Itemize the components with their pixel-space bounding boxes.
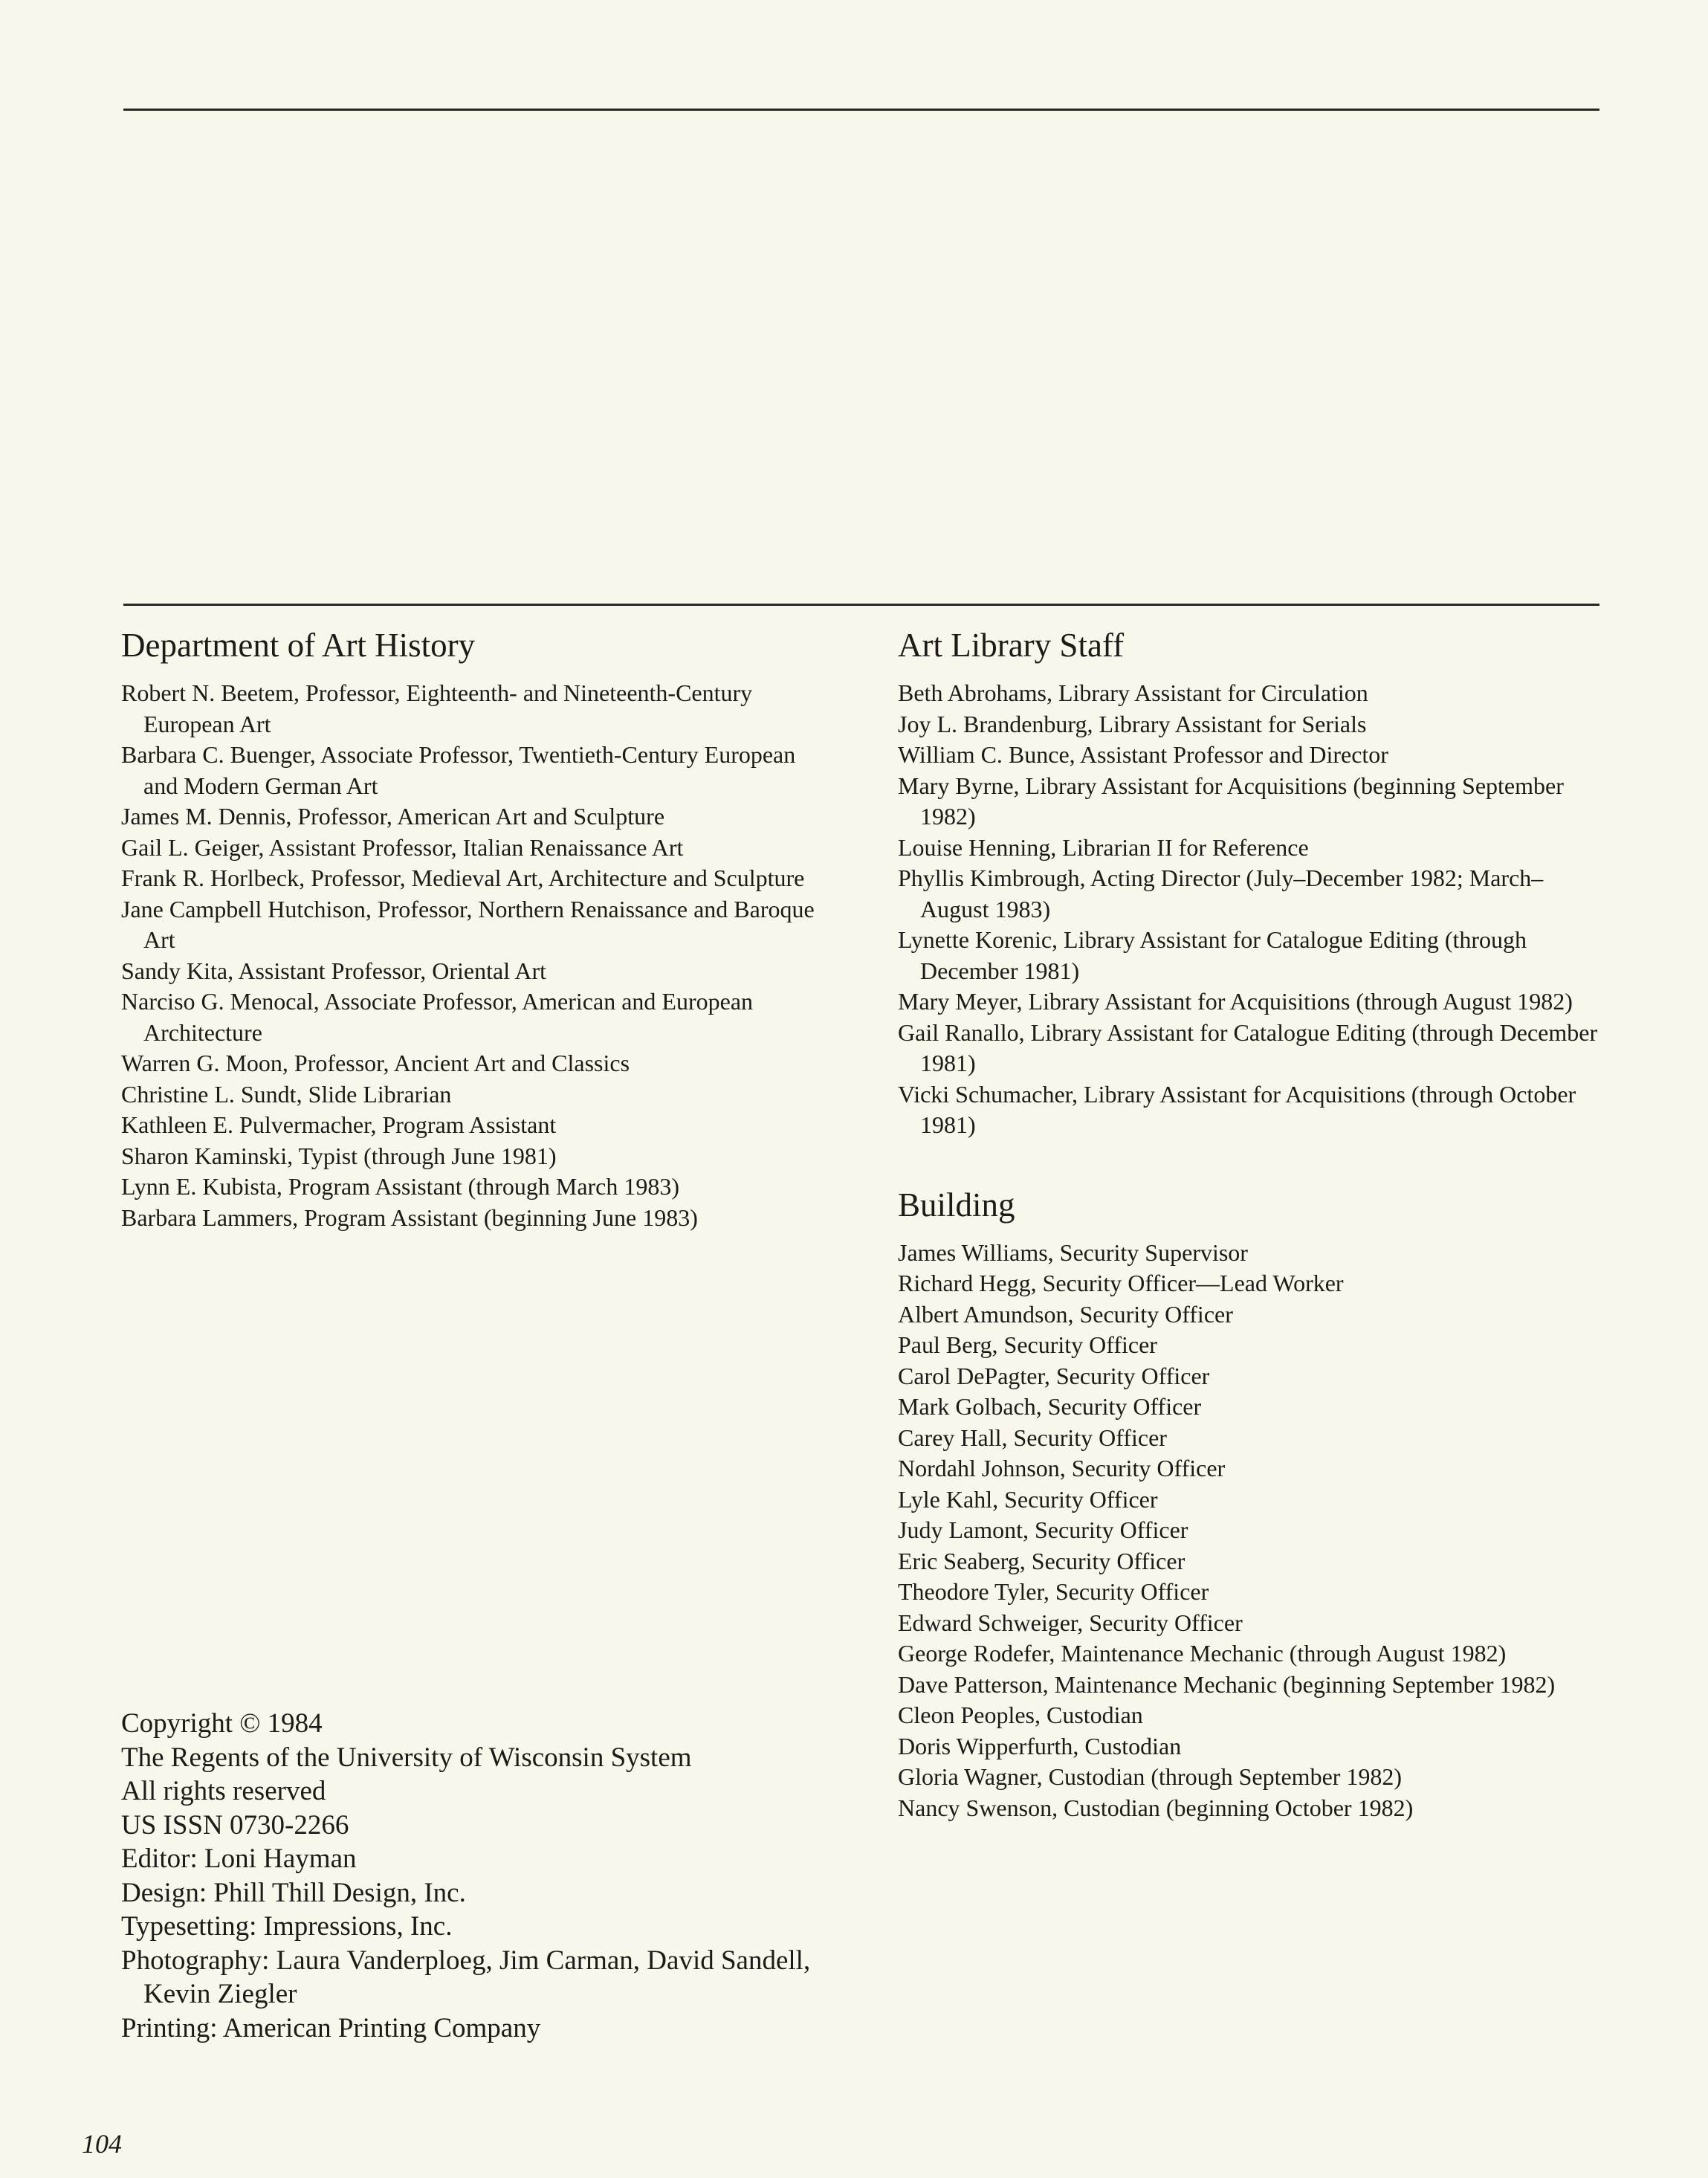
- building-entry: George Rodefer, Maintenance Mechanic (through August 1982): [898, 1640, 1507, 1667]
- colophon: [121, 1707, 850, 2045]
- section-spacer: [898, 1141, 1611, 1183]
- building-list: [898, 1238, 1611, 1824]
- colophon-line: The Regents of the University of Wisconsin System: [121, 1742, 692, 1773]
- building-entry: Paul Berg, Security Officer: [898, 1331, 1157, 1358]
- department-entry: Barbara C. Buenger, Associate Professor, Twentieth-Century European and Modern German Art: [121, 741, 796, 799]
- department-entry: Narciso G. Menocal, Associate Professor, American and European Architecture: [121, 988, 754, 1046]
- building-entry: Gloria Wagner, Custodian (through September 1982): [898, 1763, 1403, 1790]
- library-entry: William C. Bunce, Assistant Professor and Director: [898, 741, 1388, 768]
- library-entry: Mary Byrne, Library Assistant for Acquisitions (beginning September 1982): [898, 772, 1564, 830]
- department-entry: Warren G. Moon, Professor, Ancient Art and Classics: [121, 1050, 630, 1076]
- library-entry: Louise Henning, Librarian II for Reference: [898, 833, 1309, 861]
- section-rule: [123, 604, 1599, 606]
- department-entry: Robert N. Beetem, Professor, Eighteenth- and Nineteenth-Century European Art: [121, 679, 753, 737]
- department-column: [121, 623, 835, 1233]
- building-entry: Carey Hall, Security Officer: [898, 1424, 1167, 1451]
- building-entry: Cleon Peoples, Custodian: [898, 1702, 1143, 1728]
- library-entry: Beth Abrohams, Library Assistant for Circulation: [898, 679, 1368, 706]
- department-heading: Department of Art History: [121, 627, 476, 664]
- library-list: [898, 678, 1611, 1141]
- top-rule: [123, 109, 1599, 111]
- building-entry: Judy Lamont, Security Officer: [898, 1516, 1188, 1543]
- library-entry: Lynette Korenic, Library Assistant for Catalogue Editing (through December 1981): [898, 926, 1527, 984]
- department-entry: Gail L. Geiger, Assistant Professor, Italian Renaissance Art: [121, 833, 684, 861]
- department-entry: Christine L. Sundt, Slide Librarian: [121, 1080, 452, 1108]
- colophon-line: Typesetting: Impressions, Inc.: [121, 1911, 453, 1942]
- colophon-line: US ISSN 0730-2266: [121, 1809, 349, 1841]
- building-heading: Building: [898, 1186, 1015, 1224]
- library-heading: Art Library Staff: [898, 627, 1125, 664]
- library-entry: Gail Ranallo, Library Assistant for Catalogue Editing (through December 1981): [898, 1018, 1598, 1076]
- building-entry: Edward Schweiger, Security Officer: [898, 1609, 1243, 1636]
- colophon-line: Editor: Loni Hayman: [121, 1843, 357, 1874]
- building-entry: Lyle Kahl, Security Officer: [898, 1485, 1158, 1513]
- building-entry: Eric Seaberg, Security Officer: [898, 1547, 1185, 1574]
- colophon-line: Photography: Laura Vanderploeg, Jim Carman, David Sandell, Kevin Ziegler: [121, 1945, 811, 2009]
- department-entry: Lynn E. Kubista, Program Assistant (through March 1983): [121, 1173, 680, 1200]
- department-list: [121, 678, 835, 1233]
- department-entry: Sandy Kita, Assistant Professor, Oriental Art: [121, 957, 546, 984]
- building-entry: Theodore Tyler, Security Officer: [898, 1578, 1209, 1605]
- colophon-line: Copyright © 1984: [121, 1708, 323, 1739]
- library-entry: Joy L. Brandenburg, Library Assistant for Serials: [898, 710, 1367, 737]
- building-entry: Albert Amundson, Security Officer: [898, 1300, 1233, 1328]
- building-entry: Carol DePagter, Security Officer: [898, 1362, 1210, 1389]
- building-entry: Mark Golbach, Security Officer: [898, 1393, 1202, 1420]
- colophon-line: All rights reserved: [121, 1776, 326, 1806]
- building-entry: Dave Patterson, Maintenance Mechanic (beginning September 1982): [898, 1670, 1556, 1698]
- colophon-line: Printing: American Printing Company: [121, 2012, 541, 2043]
- department-entry: Frank R. Horlbeck, Professor, Medieval Art, Architecture and Sculpture: [121, 865, 805, 891]
- department-entry: Barbara Lammers, Program Assistant (beginning June 1983): [121, 1203, 698, 1231]
- building-entry: James Williams, Security Supervisor: [898, 1238, 1248, 1266]
- building-entry: Richard Hegg, Security Officer—Lead Worker: [898, 1270, 1344, 1296]
- library-entry: Vicki Schumacher, Library Assistant for Acquisitions (through October 1981): [898, 1080, 1576, 1138]
- department-entry: James M. Dennis, Professor, American Art and Sculpture: [121, 803, 665, 830]
- library-entry: Phyllis Kimbrough, Acting Director (July–December 1982; March–August 1983): [898, 865, 1544, 922]
- building-entry: Nancy Swenson, Custodian (beginning October 1982): [898, 1794, 1414, 1821]
- staff-column: [898, 623, 1611, 1823]
- department-entry: Jane Campbell Hutchison, Professor, Northern Renaissance and Baroque Art: [121, 895, 815, 953]
- colophon-line: Design: Phill Thill Design, Inc.: [121, 1877, 466, 1908]
- department-entry: Kathleen E. Pulvermacher, Program Assistant: [121, 1111, 557, 1138]
- page-number: 104: [82, 2129, 122, 2159]
- library-entry: Mary Meyer, Library Assistant for Acquisitions (through August 1982): [898, 988, 1573, 1015]
- building-entry: Doris Wipperfurth, Custodian: [898, 1732, 1182, 1759]
- department-entry: Sharon Kaminski, Typist (through June 1981): [121, 1142, 557, 1169]
- building-entry: Nordahl Johnson, Security Officer: [898, 1455, 1226, 1481]
